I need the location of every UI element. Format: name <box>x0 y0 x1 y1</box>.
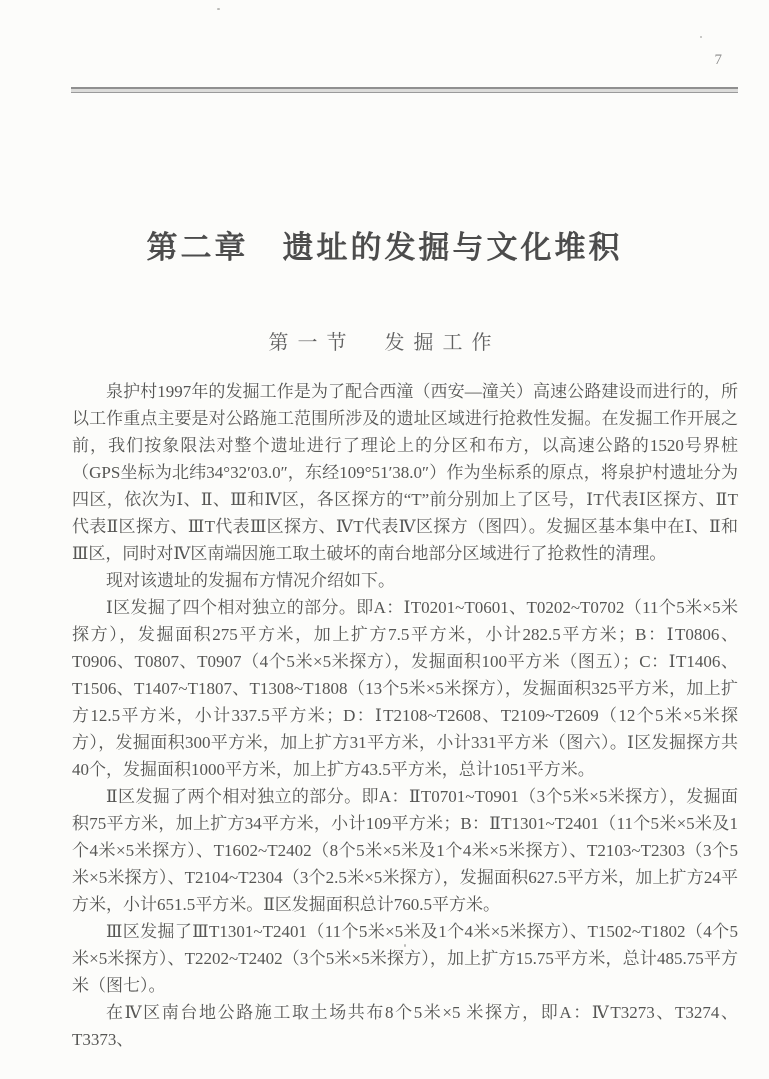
page-number: 7 <box>714 52 723 68</box>
body-text <box>72 378 738 1053</box>
paragraph-area-4: 在Ⅳ区南台地公路施工取土场共布8个5米×5 米探方，即A：ⅣT3273、T3274、T3373、 <box>72 1003 738 1049</box>
scan-speck <box>217 8 220 10</box>
paragraph-area-3: Ⅲ区发掘了ⅢT1301~T2401（11个5米×5米及1个4米×5米探方）、T1502~T1802（4个5米×5米探方）、T2202~T2402（3个5米×5米探方），加上扩方15.75平方米，总计485.75平方米（图七）。 <box>72 922 738 995</box>
header-rule <box>71 87 738 93</box>
scan-speck <box>404 944 406 947</box>
chapter-title: 第二章 遗址的发掘与文化堆积 <box>146 230 623 265</box>
paragraph-intro: 泉护村1997年的发掘工作是为了配合西潼（西安—潼关）高速公路建设而进行的，所以工作重点主要是对公路施工范围所涉及的遗址区域进行抢救性发掘。在发掘工作开展之前，我们按象限法对整个遗址进行了理论上的分区和布方，以高速公路的1520号界桩（GPS坐标为北纬34°32′03.0″，东经109°51′38.0″）作为坐标系的原点，将泉护村遗址分为四区，依次为Ⅰ、Ⅱ、Ⅲ和Ⅳ区，各区探方的“T”前分别加上了区号，ⅠT代表Ⅰ区探方、ⅡT代表Ⅱ区探方、ⅢT代表Ⅲ区探方、ⅣT代表Ⅳ区探方（图四）。发掘区基本集中在Ⅰ、Ⅱ和Ⅲ区，同时对Ⅳ区南端因施工取土破坏的南台地部分区域进行了抢救性的清理。 <box>72 382 738 563</box>
paragraph-area-2: Ⅱ区发掘了两个相对独立的部分。即A：ⅡT0701~T0901（3个5米×5米探方），发掘面积75平方米，加上扩方34平方米，小计109平方米；B：ⅡT1301~T2401（11个5米×5米及1个4米×5米探方）、T1602~T2402（8个5米×5米及1个4米×5米探方）、T2103~T2303（3个5米×5米探方）、T2104~T2304（3个2.5米×5米探方），发掘面积627.5平方米，加上扩方24平方米，小计651.5平方米。Ⅱ区发掘面积总计760.5平方米。 <box>72 787 738 914</box>
paragraph-area-1: Ⅰ区发掘了四个相对独立的部分。即A：ⅠT0201~T0601、T0202~T0702（11个5米×5米探方），发掘面积275平方米，加上扩方7.5平方米，小计282.5平方米；B：ⅠT0806、T0906、T0807、T0907（4个5米×5米探方），发掘面积100平方米（图五）；C：ⅠT1406、T1506、T1407~T1807、T1308~T1808（13个5米×5米探方），发掘面积325平方米，加上扩方12.5平方米，小计337.5平方米；D：ⅠT2108~T2608、T2109~T2609（12个5米×5米探方），发掘面积300平方米，加上扩方31平方米，小计331平方米（图六）。Ⅰ区发掘探方共40个，发掘面积1000平方米，加上扩方43.5平方米，总计1051平方米。 <box>72 598 738 779</box>
scan-speck <box>700 36 702 38</box>
paragraph-transition: 现对该遗址的发掘布方情况介绍如下。 <box>106 571 395 590</box>
section-title: 第一节 发掘工作 <box>268 332 501 354</box>
